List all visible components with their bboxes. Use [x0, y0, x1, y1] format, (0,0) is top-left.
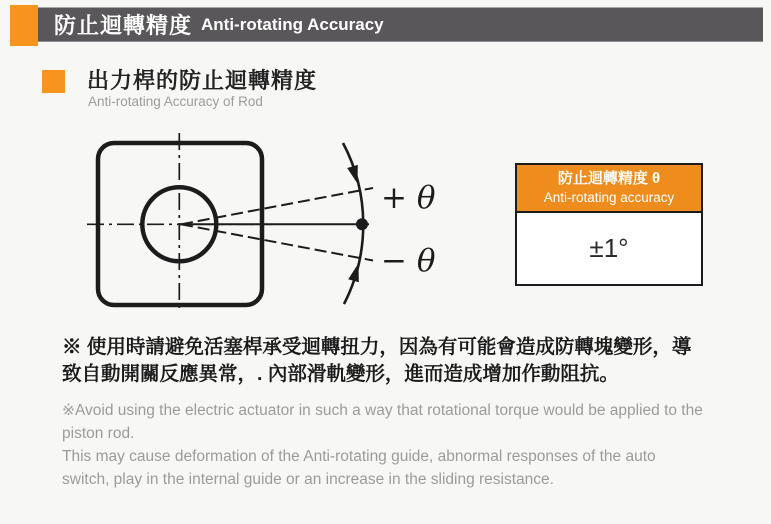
minus-theta-label: − θ — [381, 243, 436, 279]
plus-theta-label: + θ — [381, 180, 436, 216]
caution-note-en — [62, 399, 704, 491]
accuracy-header-en: Anti-rotating accuracy — [543, 190, 675, 205]
header-bar — [38, 7, 763, 42]
accuracy-value: ±1° — [517, 213, 701, 284]
caution-note-zh: ※ 使用時請避免活塞桿承受迴轉扭力，因為有可能會造成防轉塊變形，導致自動開關反應異常，. 內部滑軌變形，進而造成增加作動阻抗。 — [62, 336, 692, 385]
caution-note-en-p1: ※Avoid using the electric actuator in such a way that rotational torque would be applied to the piston rod. — [62, 402, 703, 442]
section-bullet-square — [42, 70, 65, 93]
arc-arrow-down-icon — [347, 165, 358, 184]
arc-arrow-up-icon — [348, 263, 359, 282]
accuracy-table-header — [517, 165, 701, 213]
header-accent-square — [10, 5, 38, 46]
accuracy-spec-table — [515, 163, 703, 286]
pivot-dot — [356, 218, 368, 230]
header-title-en: Anti-rotating Accuracy — [201, 14, 384, 34]
section-title-zh: 出力桿的防止迴轉精度 — [87, 68, 318, 93]
accuracy-header-zh: 防止迴轉精度 θ — [557, 170, 661, 187]
caution-note-en-p2: This may cause deformation of the Anti-rotating guide, abnormal responses of the auto switch, play in the internal guide or an increase in the sliding resistance. — [62, 448, 656, 488]
rod-rotation-diagram — [80, 128, 460, 318]
header-title-zh: 防止迴轉精度 — [54, 13, 193, 38]
section-title-en: Anti-rotating Accuracy of Rod — [88, 94, 263, 109]
